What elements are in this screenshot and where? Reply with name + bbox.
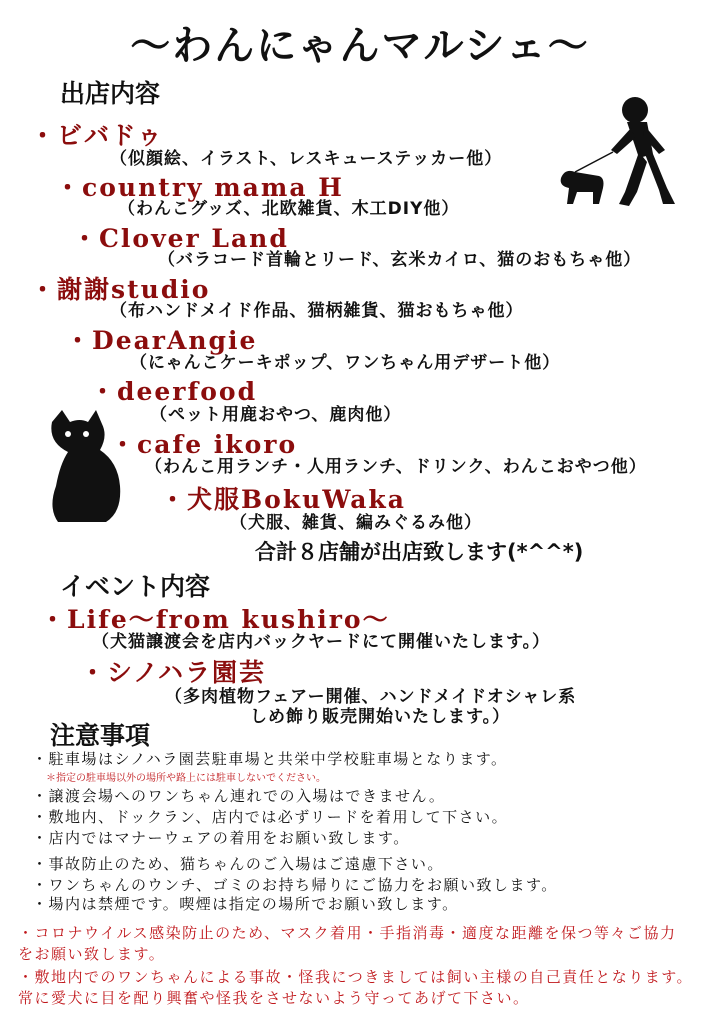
shop-name: ・ ビバドゥ (30, 116, 164, 152)
red-note: ・コロナウイルス感染防止のため、マスク着用・手指消毒・適度な距離を保つ等々ご協力をお願い致します。 (18, 924, 677, 963)
note-item: ・譲渡会場へのワンちゃん連れでの入場はできません。 (32, 787, 446, 805)
total-shops: 合計８店舗が出店致します(*^^*) (255, 540, 584, 564)
shop-name: ・ country mama H (55, 168, 344, 204)
shop-name: ・ 犬服BokuWaka (160, 480, 406, 516)
event-desc: （犬猫譲渡会を店内バックヤードにて開催いたします。） (92, 632, 551, 652)
note-item: ・事故防止のため、猫ちゃんのご入場はご遠慮下さい。 (32, 855, 444, 873)
event-name: ・ Life〜from kushiro〜 (40, 600, 390, 636)
shop-desc: （似顔絵、イラスト、レスキューステッカー他） (110, 149, 503, 169)
note-item: ・敷地内、ドックラン、店内では必ずリードを着用して下さい。 (32, 808, 509, 826)
events-heading: イベント内容 (60, 572, 211, 601)
shop-desc: （わんこグッズ、北欧雑貨、木工DIY他） (118, 199, 460, 219)
shop-desc: （犬服、雑貨、編みぐるみ他） (230, 513, 482, 533)
note-item: ・駐車場はシノハラ園芸駐車場と共栄中学校駐車場となります。 (32, 750, 508, 768)
note-item: ・店内ではマナーウェアの着用をお願い致します。 (32, 829, 410, 847)
note-item: ・ワンちゃんのウンチ、ゴミのお持ち帰りにご協力をお願い致します。 (32, 876, 558, 894)
event-desc: （多肉植物フェアー開催、ハンドメイドオシャレ系 (165, 687, 577, 707)
shop-name: ・ cafe ikoro (110, 425, 297, 461)
person-walking-dog-icon (555, 92, 695, 212)
shop-name: ・ 謝謝studio (30, 270, 210, 306)
shop-desc: （にゃんこケーキポップ、ワンちゃん用デザート他） (130, 353, 561, 373)
note-item: ・場内は禁煙です。喫煙は指定の場所でお願い致します。 (32, 895, 459, 913)
event-desc: しめ飾り販売開始いたします。） (250, 707, 511, 727)
red-note: ・敷地内でのワンちゃんによる事故・怪我につきましては飼い主様の自己責任となります。常に愛犬に目を配り興奮や怪我をさせないよう守ってあげて下さい。 (18, 968, 694, 1007)
shop-name: ・ deerfood (90, 372, 257, 408)
shop-name: ・ DearAngie (65, 321, 257, 357)
parking-warning: ＊指定の駐車場以外の場所や路上には駐車しないでください。 (46, 773, 326, 784)
shop-desc: （わんこ用ランチ・人用ランチ、ドリンク、わんこおやつ他） (145, 457, 647, 477)
shop-name: ・ Clover Land (72, 219, 289, 255)
notes-heading: 注意事項 (50, 721, 151, 750)
shop-desc: （ペット用鹿おやつ、鹿肉他） (150, 405, 402, 425)
shop-desc: （バラコード首輪とリード、玄米カイロ、猫のおもちゃ他） (158, 250, 642, 270)
shops-heading: 出店内容 (60, 79, 161, 108)
shop-desc: （布ハンドメイド作品、猫柄雑貨、猫おもちゃ他） (110, 301, 524, 321)
page-title: 〜わんにゃんマルシェ〜 (130, 23, 590, 69)
event-name: ・ シノハラ園芸 (80, 653, 266, 689)
